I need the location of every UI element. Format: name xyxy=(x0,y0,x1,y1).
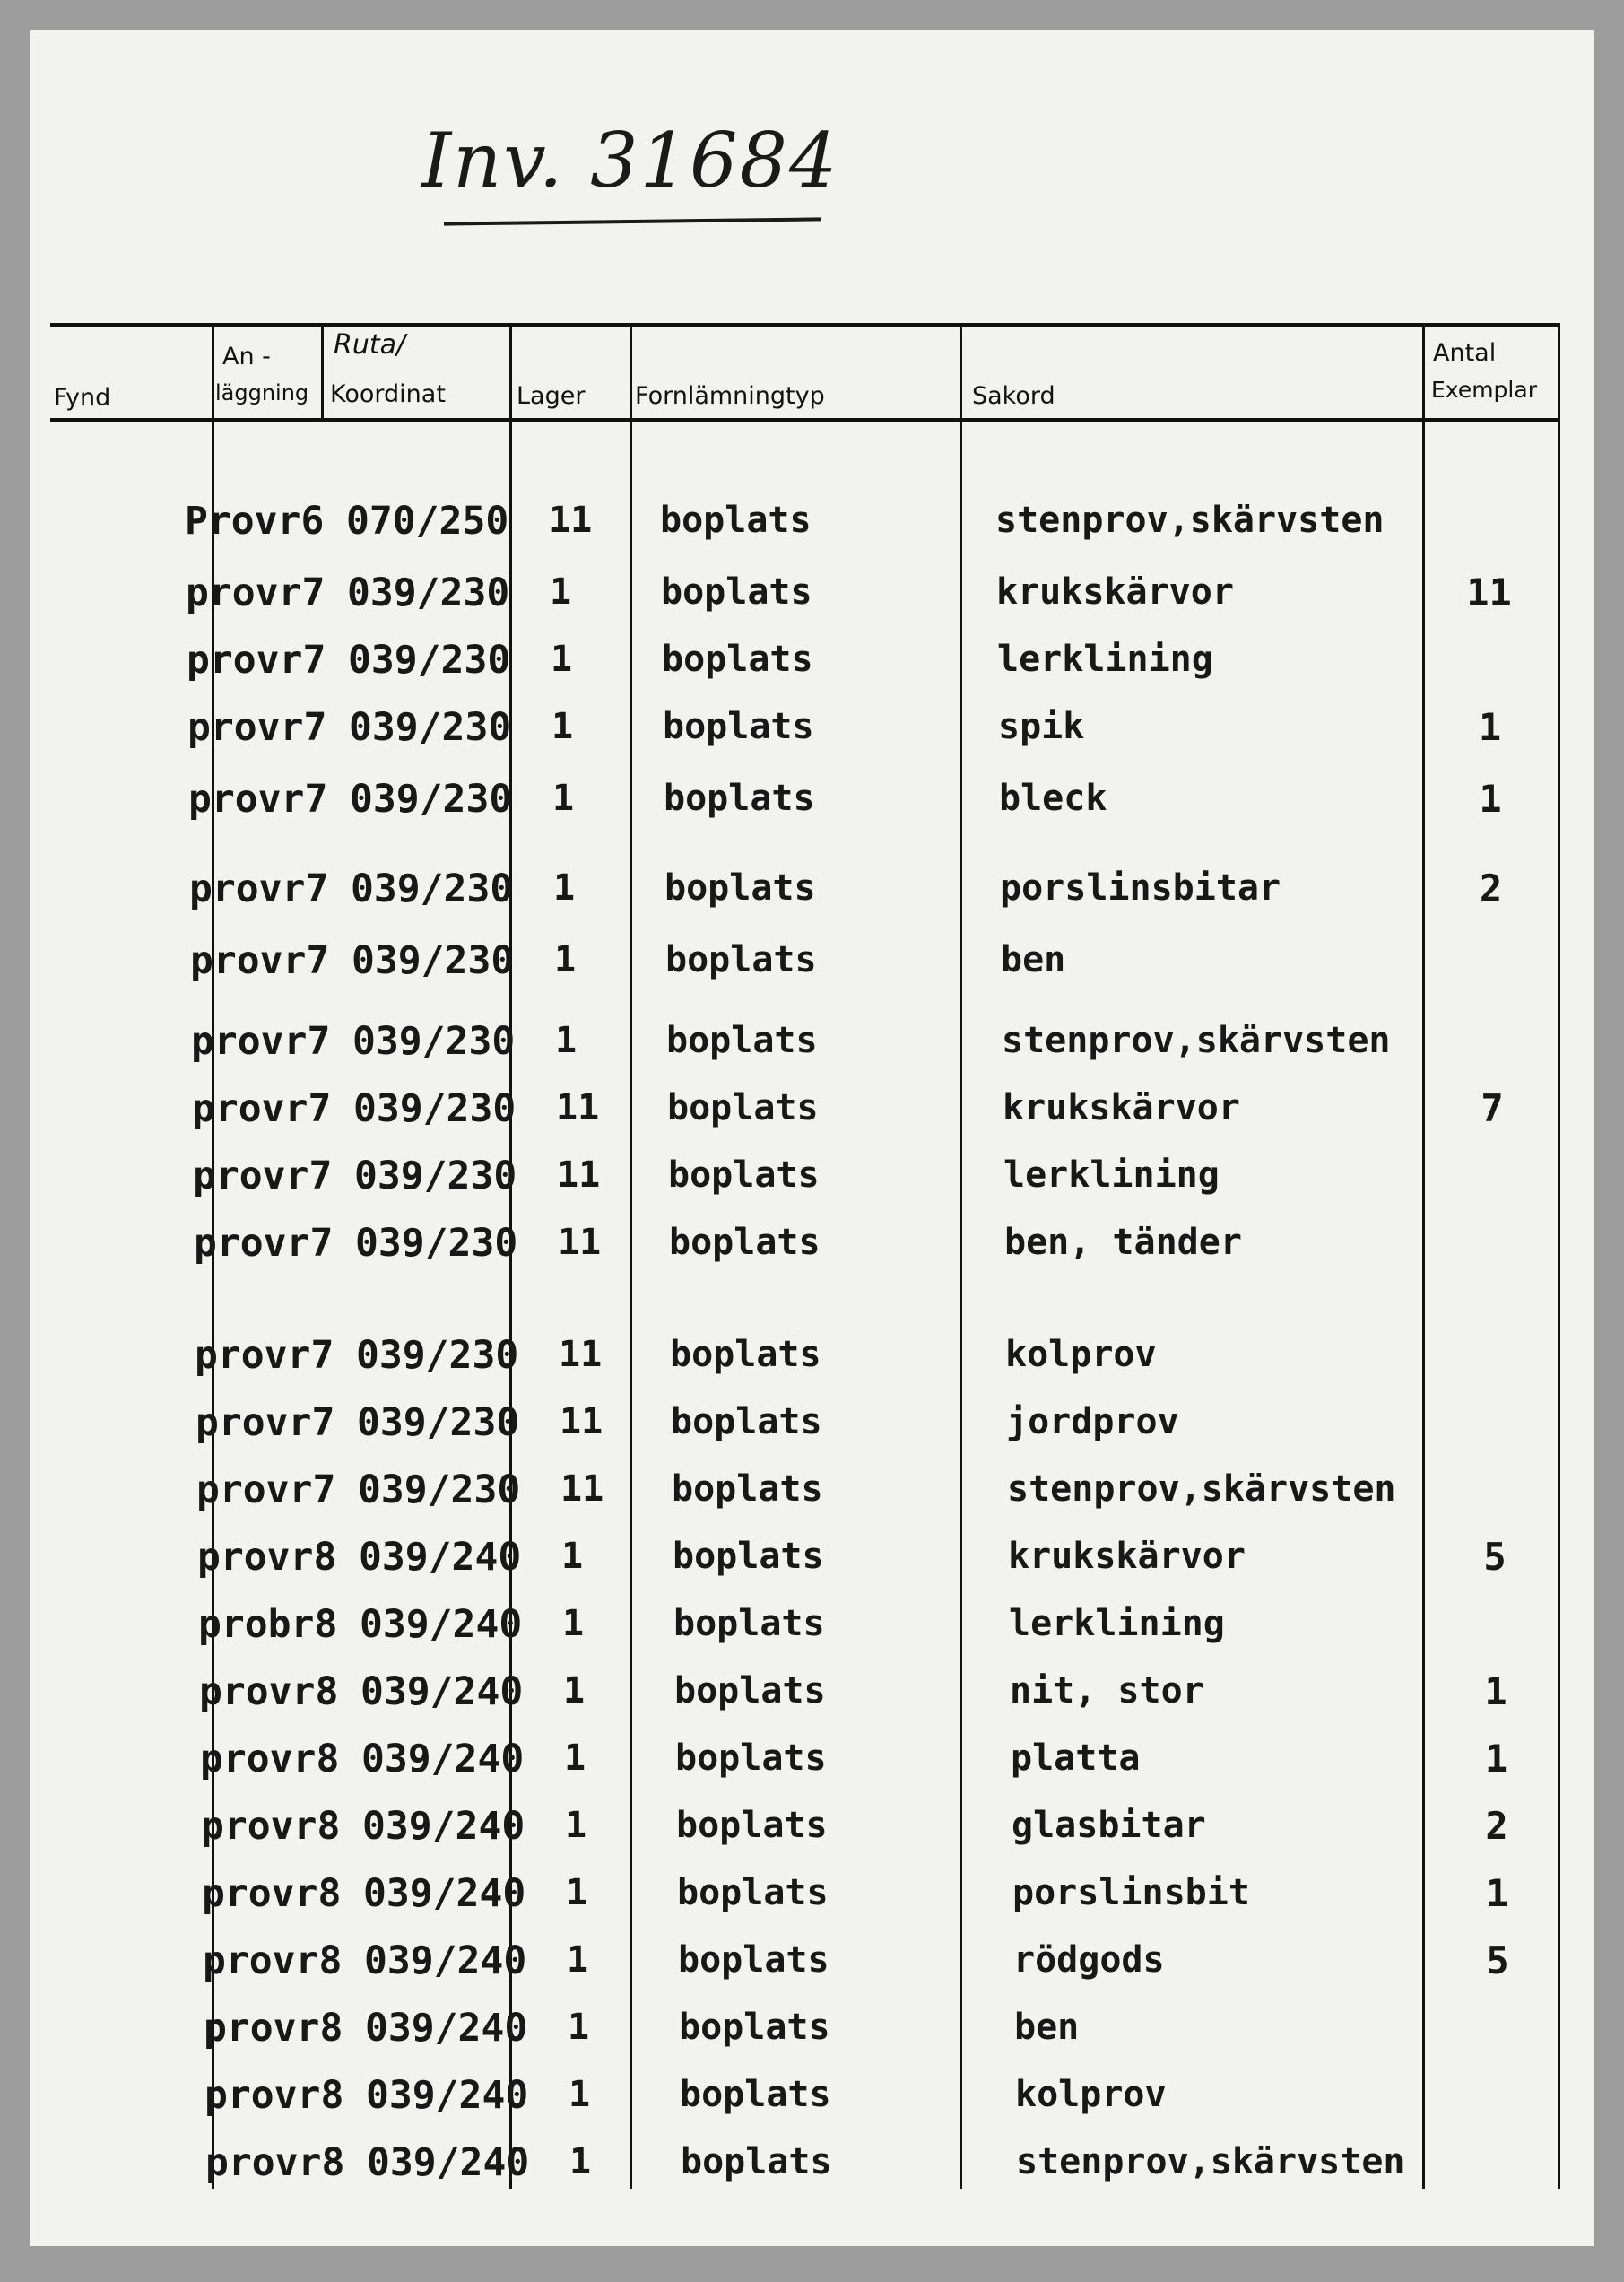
fynd-cell: provr7 xyxy=(191,1019,331,1064)
sakord-cell: bleck xyxy=(999,778,1107,819)
typ-cell: boplats xyxy=(665,939,817,980)
fynd-cell: provr8 xyxy=(201,1804,341,1849)
antal-cell: 1 xyxy=(1485,1871,1509,1915)
typ-cell: boplats xyxy=(667,1087,819,1128)
lager-cell: 11 xyxy=(556,1087,600,1128)
antal-cell: 1 xyxy=(1484,1737,1508,1781)
antal-cell: 7 xyxy=(1481,1086,1504,1130)
antal-cell: 1 xyxy=(1484,1669,1507,1713)
sakord-cell: krukskärvor xyxy=(996,571,1234,613)
sakord-cell: spik xyxy=(998,706,1085,747)
lager-cell: 1 xyxy=(567,1939,589,1981)
lager-cell: 1 xyxy=(550,571,572,613)
koordinat-cell: 039/230 xyxy=(353,1086,517,1131)
koordinat-cell: 039/240 xyxy=(366,2073,529,2118)
lager-cell: 1 xyxy=(552,778,575,819)
header-lager: Lager xyxy=(517,382,586,410)
header-fynd: Fynd xyxy=(54,384,111,412)
typ-cell: boplats xyxy=(679,2007,830,2048)
typ-cell: boplats xyxy=(673,1603,825,1644)
sakord-cell: kolprov xyxy=(1015,2074,1167,2115)
header-anlaggning-bottom: läggning xyxy=(215,380,309,405)
koordinat-cell: 039/230 xyxy=(349,705,512,750)
koordinat-cell: 039/240 xyxy=(360,1602,523,1647)
header-ruta: Ruta/ xyxy=(334,329,406,361)
fynd-cell: provr7 xyxy=(196,1468,336,1512)
typ-cell: boplats xyxy=(661,571,812,613)
koordinat-cell: 039/240 xyxy=(365,2006,528,2051)
sakord-cell: ben xyxy=(1014,2007,1080,2048)
sakord-cell: nit, stor xyxy=(1010,1670,1204,1712)
sakord-cell: stenprov,skärvsten xyxy=(1007,1468,1396,1510)
typ-cell: boplats xyxy=(677,1872,829,1913)
sakord-cell: ben xyxy=(1001,939,1066,980)
sakord-cell: porslinsbit xyxy=(1012,1872,1250,1913)
fynd-cell: provr7 xyxy=(192,1086,332,1131)
koordinat-cell: 039/240 xyxy=(361,1737,525,1781)
header-fornlamningtyp: Fornlämningtyp xyxy=(635,382,825,410)
antal-cell: 5 xyxy=(1483,1535,1507,1579)
sakord-cell: stenprov,skärvsten xyxy=(995,500,1385,541)
sakord-cell: porslinsbitar xyxy=(1000,867,1281,909)
inventory-number: Inv. 31684 xyxy=(421,117,839,205)
fynd-cell: provr7 xyxy=(186,570,326,615)
typ-cell: boplats xyxy=(671,1401,822,1442)
typ-cell: boplats xyxy=(672,1468,823,1510)
typ-cell: boplats xyxy=(663,706,814,747)
header-exemplar: Exemplar xyxy=(1431,377,1537,403)
typ-cell: boplats xyxy=(660,500,812,541)
sakord-cell: glasbitar xyxy=(1012,1805,1206,1846)
lager-cell: 11 xyxy=(549,500,593,541)
lager-cell: 1 xyxy=(562,1603,585,1644)
koordinat-cell: 039/240 xyxy=(360,1669,524,1714)
fynd-cell: provr8 xyxy=(202,1871,342,1916)
typ-cell: boplats xyxy=(666,1020,818,1061)
fynd-cell: provr7 xyxy=(195,1333,334,1378)
antal-cell: 2 xyxy=(1479,867,1503,910)
sakord-cell: ben, tänder xyxy=(1004,1222,1242,1263)
lager-cell: 11 xyxy=(557,1154,601,1196)
header-koordinat: Koordinat xyxy=(330,380,446,408)
lager-cell: 1 xyxy=(563,1670,586,1712)
antal-cell: 5 xyxy=(1486,1938,1509,1982)
fynd-cell: provr7 xyxy=(189,867,329,911)
lager-cell: 1 xyxy=(553,867,576,909)
fynd-cell: provr7 xyxy=(188,777,328,822)
fynd-cell: provr7 xyxy=(195,1400,335,1445)
lager-cell: 1 xyxy=(561,1536,584,1577)
fynd-cell: provr7 xyxy=(190,938,330,983)
fynd-cell: provr7 xyxy=(193,1154,333,1198)
sakord-cell: platta xyxy=(1011,1738,1141,1779)
typ-cell: boplats xyxy=(676,1805,828,1846)
fynd-cell: provr8 xyxy=(204,2006,343,2051)
antal-cell: 1 xyxy=(1479,777,1502,821)
lager-cell: 1 xyxy=(554,939,577,980)
koordinat-cell: 070/250 xyxy=(346,499,509,544)
lager-cell: 11 xyxy=(559,1334,603,1375)
typ-cell: boplats xyxy=(674,1670,826,1712)
fynd-cell: provr7 xyxy=(194,1221,334,1266)
sakord-cell: lerklining xyxy=(997,639,1213,680)
lager-cell: 11 xyxy=(560,1468,604,1510)
fynd-cell: provr8 xyxy=(200,1737,340,1781)
header-antal: Antal xyxy=(1433,339,1497,367)
typ-cell: boplats xyxy=(678,1939,829,1981)
sakord-cell: lerklining xyxy=(1009,1603,1225,1644)
koordinat-cell: 039/230 xyxy=(355,1221,518,1266)
koordinat-cell: 039/240 xyxy=(362,1804,525,1849)
koordinat-cell: 039/240 xyxy=(359,1535,522,1580)
typ-cell: boplats xyxy=(680,2074,831,2115)
koordinat-cell: 039/230 xyxy=(352,1019,516,1064)
antal-cell: 1 xyxy=(1478,705,1502,749)
typ-cell: boplats xyxy=(675,1738,827,1779)
lager-cell: 1 xyxy=(555,1020,578,1061)
sakord-cell: stenprov,skärvsten xyxy=(1002,1020,1391,1061)
typ-cell: boplats xyxy=(668,1154,820,1196)
typ-cell: boplats xyxy=(669,1222,821,1263)
lager-cell: 1 xyxy=(551,639,573,680)
fynd-cell: provr8 xyxy=(197,1535,337,1580)
sakord-cell: stenprov,skärvsten xyxy=(1016,2141,1405,2182)
koordinat-cell: 039/230 xyxy=(358,1468,521,1512)
typ-cell: boplats xyxy=(664,867,816,909)
header-sakord: Sakord xyxy=(972,382,1055,410)
antal-cell: 2 xyxy=(1485,1804,1508,1848)
koordinat-cell: 039/240 xyxy=(364,1938,527,1983)
typ-cell: boplats xyxy=(664,778,815,819)
koordinat-cell: 039/230 xyxy=(354,1154,517,1198)
fynd-cell: provr8 xyxy=(199,1669,339,1714)
koordinat-cell: 039/230 xyxy=(356,1333,519,1378)
fynd-cell: provr8 xyxy=(205,2140,345,2185)
koordinat-cell: 039/230 xyxy=(352,938,515,983)
koordinat-cell: 039/230 xyxy=(347,570,510,615)
lager-cell: 1 xyxy=(551,706,574,747)
fynd-cell: provr8 xyxy=(204,2073,344,2118)
sakord-cell: rödgods xyxy=(1013,1939,1165,1981)
fynd-cell: probr8 xyxy=(198,1602,338,1647)
sakord-cell: krukskärvor xyxy=(1008,1536,1246,1577)
typ-cell: boplats xyxy=(670,1334,821,1375)
lager-cell: 1 xyxy=(566,1872,588,1913)
fynd-cell: Provr6 xyxy=(185,499,325,544)
lager-cell: 1 xyxy=(564,1738,586,1779)
lager-cell: 1 xyxy=(569,2141,592,2182)
koordinat-cell: 039/240 xyxy=(363,1871,526,1916)
lager-cell: 1 xyxy=(569,2074,591,2115)
koordinat-cell: 039/240 xyxy=(367,2140,530,2185)
sakord-cell: lerklining xyxy=(1003,1154,1220,1196)
typ-cell: boplats xyxy=(662,639,813,680)
lager-cell: 1 xyxy=(568,2007,590,2048)
typ-cell: boplats xyxy=(681,2141,832,2182)
lager-cell: 1 xyxy=(565,1805,587,1846)
lager-cell: 11 xyxy=(558,1222,602,1263)
header-anlaggning-top: An - xyxy=(222,343,271,370)
typ-cell: boplats xyxy=(673,1536,824,1577)
sakord-cell: kolprov xyxy=(1005,1334,1157,1375)
sakord-cell: krukskärvor xyxy=(1003,1087,1240,1128)
koordinat-cell: 039/230 xyxy=(350,777,513,822)
fynd-cell: provr8 xyxy=(203,1938,343,1983)
antal-cell: 11 xyxy=(1466,570,1512,614)
lager-cell: 11 xyxy=(560,1401,604,1442)
koordinat-cell: 039/230 xyxy=(348,638,511,683)
sakord-cell: jordprov xyxy=(1006,1401,1179,1442)
fynd-cell: provr7 xyxy=(187,705,327,750)
koordinat-cell: 039/230 xyxy=(357,1400,520,1445)
koordinat-cell: 039/230 xyxy=(351,867,514,911)
fynd-cell: provr7 xyxy=(187,638,326,683)
